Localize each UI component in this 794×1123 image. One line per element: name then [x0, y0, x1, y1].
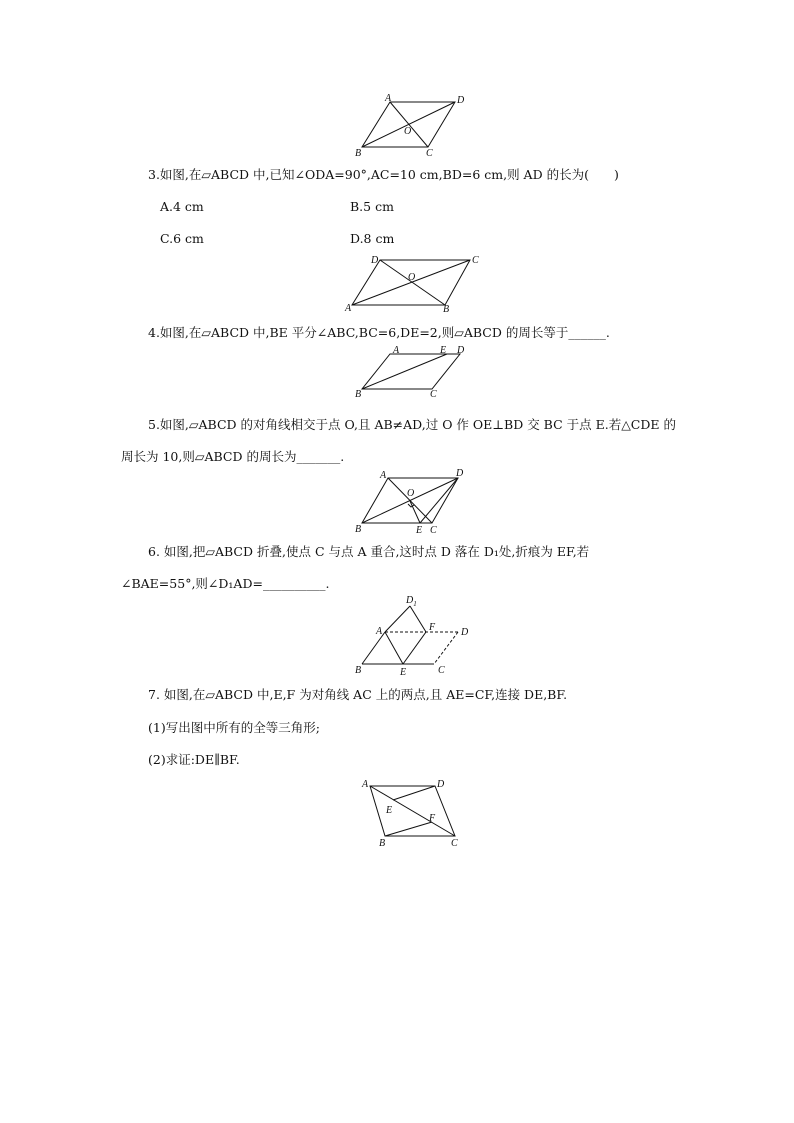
question-3-option-b: B.5 cm: [350, 199, 394, 214]
label-c: C: [451, 838, 458, 848]
figure-question-6: [350, 594, 475, 676]
question-3-stem: 3.如图,在▱ABCD 中,已知∠ODA=90°,AC=10 cm,BD=6 cm,则 AD 的长为( ): [148, 167, 619, 182]
question-5-stem-line-2: 周长为 10,则▱ABCD 的周长为_______.: [121, 449, 345, 464]
label-a: A: [362, 779, 369, 790]
label-d: D: [371, 255, 379, 266]
label-d1: $D_1$: [406, 595, 417, 608]
figure-question-5: [350, 466, 475, 538]
label-e: E: [440, 346, 447, 356]
label-f: F: [429, 813, 436, 824]
question-6-stem-line-1: 6. 如图,把▱ABCD 折叠,使点 C 与点 A 重合,这时点 D 落在 D₁处,折痕为 EF,若: [148, 544, 590, 559]
question-7-part-1: (1)写出图中所有的全等三角形;: [148, 720, 320, 735]
label-c: C: [430, 389, 437, 398]
question-4-stem: 4.如图,在▱ABCD 中,BE 平分∠ABC,BC=6,DE=2,则▱ABCD 的周长等于______.: [148, 325, 610, 340]
label-b: B: [355, 665, 362, 676]
figure-parallelogram-top: [350, 92, 470, 160]
label-e: E: [416, 525, 423, 536]
question-7-part-2: (2)求证:DE∥BF.: [148, 752, 240, 767]
label-c: C: [426, 148, 433, 159]
label-d: D: [457, 346, 465, 356]
label-d: D: [437, 779, 445, 790]
label-a: A: [376, 626, 383, 637]
label-o: O: [407, 488, 415, 499]
label-b: B: [379, 838, 386, 848]
question-3-option-a: A.4 cm: [160, 199, 204, 214]
label-d: D: [461, 627, 469, 638]
label-a: A: [380, 470, 387, 481]
label-b: B: [443, 304, 450, 314]
question-6-stem-line-2: ∠BAE=55°,则∠D₁AD=__________.: [121, 576, 330, 591]
question-3-option-d: D.8 cm: [350, 231, 395, 246]
label-e: E: [386, 805, 393, 816]
question-7-stem: 7. 如图,在▱ABCD 中,E,F 为对角线 AC 上的两点,且 AE=CF,连接 DE,BF.: [148, 687, 568, 702]
question-3-option-c: C.6 cm: [160, 231, 204, 246]
label-c: C: [472, 255, 479, 266]
label-d: D: [456, 468, 464, 479]
label-a: A: [345, 303, 352, 314]
question-5-stem-line-1: 5.如图,▱ABCD 的对角线相交于点 O,且 AB≠AD,过 O 作 OE⊥BD 交 BC 于点 E.若△CDE 的: [148, 417, 676, 432]
label-a: A: [385, 93, 392, 104]
label-e: E: [400, 667, 407, 676]
label-c: C: [430, 525, 437, 536]
label-o: O: [404, 126, 412, 137]
label-c: C: [438, 665, 445, 676]
label-d: D: [457, 95, 465, 106]
label-o: O: [408, 272, 416, 283]
figure-question-7: [358, 776, 468, 848]
label-b: B: [355, 524, 362, 535]
label-b: B: [355, 389, 362, 398]
figure-question-4: [350, 346, 475, 398]
label-a: A: [393, 346, 400, 356]
label-f: F: [429, 622, 436, 633]
label-b: B: [355, 148, 362, 159]
figure-question-3: [340, 252, 490, 314]
